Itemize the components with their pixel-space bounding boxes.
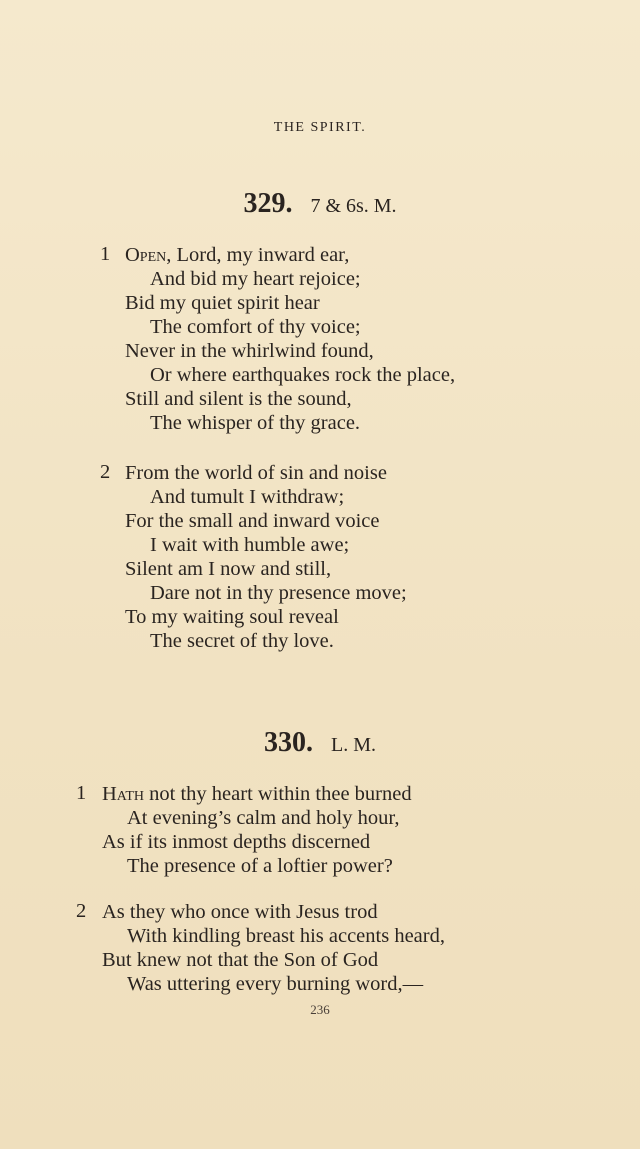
verse-line: As if its inmost depths discerned [102,831,371,853]
stanza-first-line [125,243,349,267]
verse-line: For the small and inward voice [125,510,380,532]
first-line-rest: not thy heart within thee burned [144,783,412,805]
first-line-rest: , Lord, my inward ear, [166,244,350,266]
stanza-number: 2 [100,461,111,483]
verse-line: Or where earthquakes rock the place, [150,364,456,386]
hymn-number: 330. [264,727,313,758]
stanza-first-line [125,461,387,485]
verse-line: Still and silent is the sound, [125,388,352,410]
first-line-rest: As they who once with Jesus trod [102,901,378,923]
stanza-first-line [102,782,412,806]
verse-line: The presence of a loftier power? [127,855,393,877]
running-head: THE SPIRIT. [273,120,367,135]
hymn-meter: L. M. [331,734,376,756]
verse-line: The comfort of thy voice; [150,316,361,338]
stanza-number: 1 [76,782,87,804]
verse-line: The secret of thy love. [150,630,334,652]
verse-line: I wait with humble awe; [150,534,350,556]
verse-line: The whisper of thy grace. [150,412,361,434]
hymn-330-heading [0,727,640,759]
verse-line: Dare not in thy presence move; [150,582,407,604]
first-word: Open [125,244,167,266]
verse-line: And bid my heart rejoice; [150,268,361,290]
stanza-number: 2 [76,900,87,922]
verse-line: Never in the whirlwind found, [125,340,374,362]
verse-line: Bid my quiet spirit hear [125,292,320,314]
verse-line: At evening’s calm and holy hour, [127,807,400,829]
verse-line: To my waiting soul reveal [125,606,339,628]
first-line-rest: From the world of sin and noise [125,462,387,484]
page-number: 236 [310,1002,330,1017]
verse-line: And tumult I withdraw; [150,486,345,508]
stanza-first-line [102,900,378,924]
verse-line: With kindling breast his accents heard, [127,925,445,947]
hymn-329-heading [0,188,640,220]
first-word: Hath [102,783,145,805]
verse-line: But knew not that the Son of God [102,949,379,971]
verse-line: Was uttering every burning word,— [127,973,424,995]
stanza-number: 1 [100,243,111,265]
verse-line: Silent am I now and still, [125,558,332,580]
hymn-number: 329. [243,188,293,219]
hymn-meter: 7 & 6s. M. [310,195,397,217]
